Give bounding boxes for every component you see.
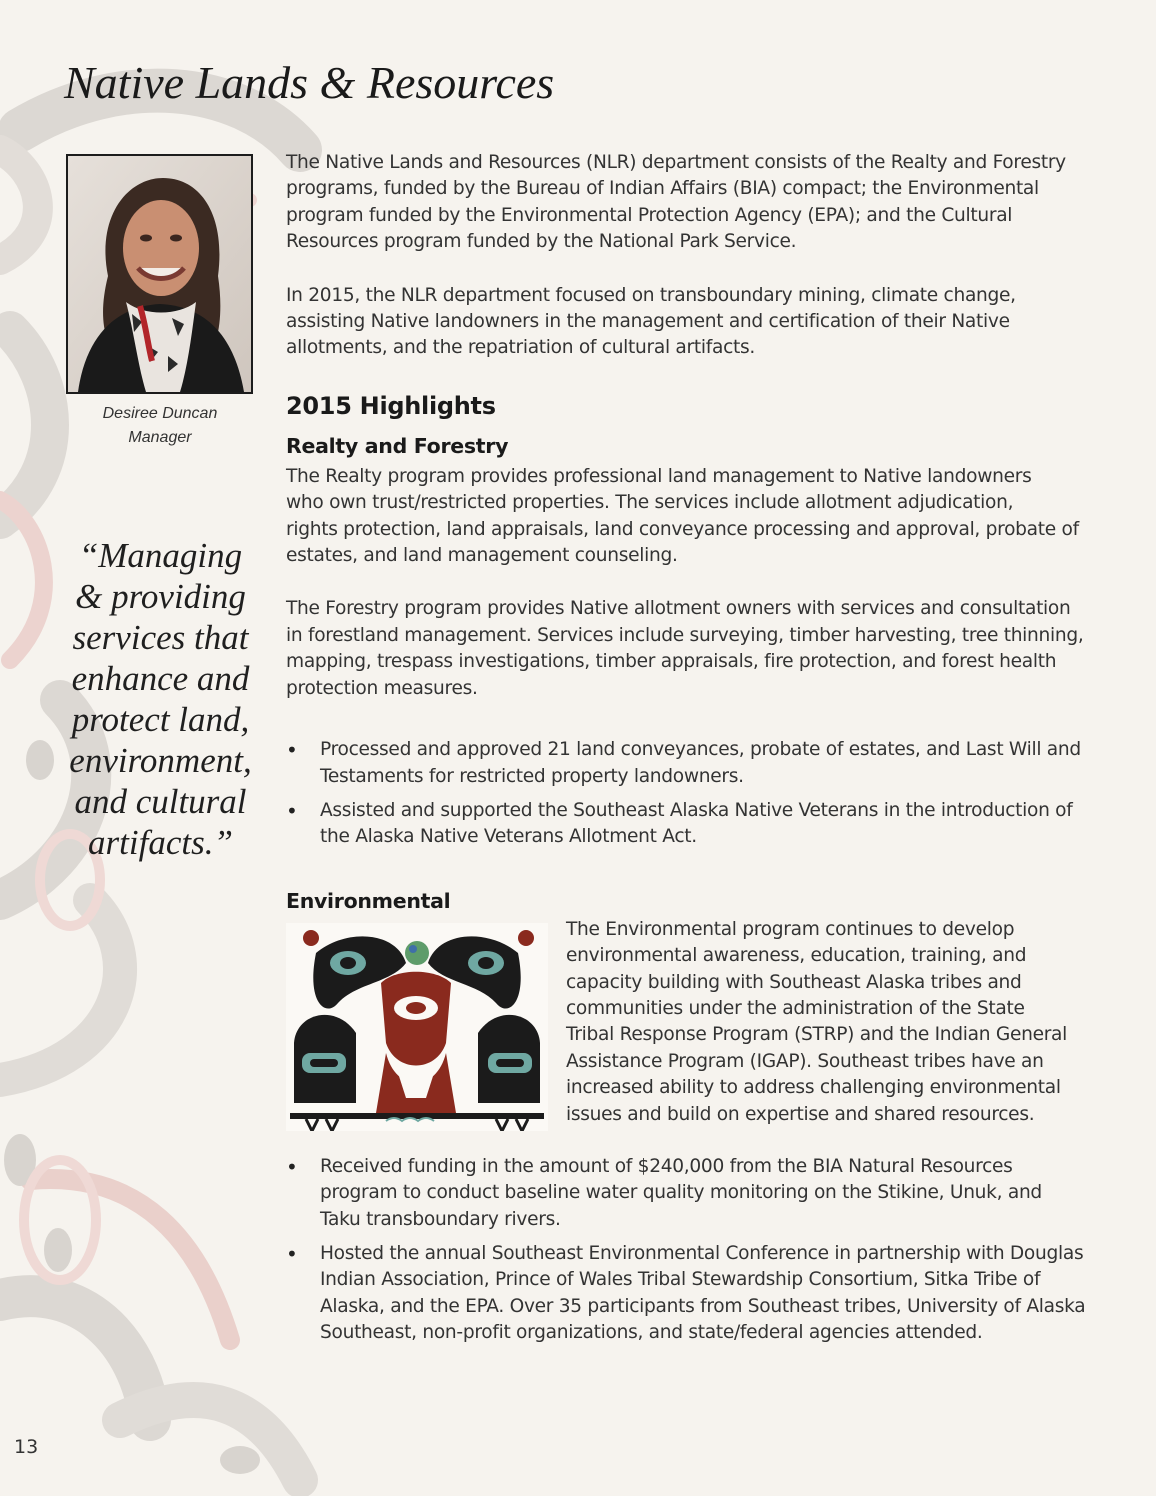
- text-line: protection measures.: [286, 677, 478, 699]
- text-line: Tribal Response Program (STRP) and the Indian General: [566, 1024, 1068, 1046]
- realty-bullet-list: [286, 737, 1086, 851]
- highlights-heading: 2015 Highlights: [286, 391, 496, 420]
- main-content: [286, 150, 1086, 1355]
- forestry-paragraph: [286, 596, 1086, 702]
- text-line: allotments, and the repatriation of cultural artifacts.: [286, 337, 755, 359]
- text-line: in forestland management. Services include surveying, timber harvesting, tree thinning,: [286, 624, 1084, 646]
- manager-portrait-photo: [66, 154, 253, 394]
- page-title: Native Lands & Resources: [64, 57, 555, 108]
- quote-line: services that: [72, 618, 249, 657]
- text-line: increased ability to address challenging environmental: [566, 1077, 1061, 1099]
- text-line: • Processed and approved 21 land conveyances, probate of estates, and Last Will and: [320, 739, 1081, 761]
- text-line: issues and build on expertise and shared resources.: [566, 1103, 1035, 1125]
- text-line: The Forestry program provides Native allotment owners with services and consultation: [286, 598, 1071, 620]
- text-line: In 2015, the NLR department focused on transboundary mining, climate change,: [286, 284, 1016, 306]
- text-line: Alaska, and the EPA. Over 35 participants from Southeast tribes, University of Alaska: [320, 1295, 1086, 1317]
- text-line: The Realty program provides professional land management to Native landowners: [286, 465, 1032, 487]
- text-line: • Assisted and supported the Southeast Alaska Native Veterans in the introduction of: [320, 799, 1073, 821]
- quote-line: & providing: [75, 577, 246, 616]
- intro-paragraph-2: [286, 283, 1086, 362]
- environmental-heading: Environmental: [286, 888, 451, 913]
- portrait-caption: [60, 402, 260, 450]
- realty-paragraph: [286, 464, 1086, 570]
- list-item: [286, 1241, 1086, 1347]
- realty-forestry-heading: Realty and Forestry: [286, 433, 509, 458]
- text-line: Resources program funded by the National Park Service.: [286, 231, 797, 253]
- quote-line: protect land,: [71, 700, 250, 739]
- text-line: who own trust/restricted properties. The services include allotment adjudication,: [286, 492, 1014, 514]
- text-line: environmental awareness, education, training, and: [566, 945, 1027, 967]
- text-line: capacity building with Southeast Alaska tribes and: [566, 971, 1022, 993]
- quote-line: “Managing: [78, 536, 243, 575]
- environmental-paragraph: [566, 917, 1067, 1128]
- caption-role: Manager: [128, 429, 192, 446]
- text-line: programs, funded by the Bureau of Indian Affairs (BIA) compact; the Environmental: [286, 178, 1039, 200]
- text-line: Assistance Program (IGAP). Southeast tribes have an: [566, 1050, 1044, 1072]
- quote-line: and cultural: [74, 782, 247, 821]
- text-line: rights protection, land appraisals, land conveyance processing and approval, probate of: [286, 518, 1079, 540]
- environmental-bullet-list: [286, 1154, 1086, 1347]
- quote-line: environment,: [69, 741, 252, 780]
- text-line: Taku transboundary rivers.: [320, 1208, 561, 1230]
- environmental-section: [286, 917, 1086, 1127]
- quote-line: artifacts.”: [88, 823, 233, 862]
- text-line: assisting Native landowners in the management and certification of their Native: [286, 311, 1010, 333]
- text-line: communities under the administration of the State: [566, 997, 1025, 1019]
- text-line: the Alaska Native Veterans Allotment Act.: [320, 826, 697, 848]
- list-item: [286, 798, 1086, 851]
- text-line: Southeast, non-profit organizations, and state/federal agencies attended.: [320, 1322, 983, 1344]
- portrait-illustration: [68, 156, 251, 392]
- text-line: program to conduct baseline water quality monitoring on the Stikine, Unuk, and: [320, 1182, 1042, 1204]
- intro-paragraph-1: [286, 150, 1086, 256]
- quote-line: enhance and: [71, 659, 250, 698]
- pull-quote: [58, 535, 263, 863]
- caption-name: Desiree Duncan: [102, 405, 218, 422]
- text-line: The Environmental program continues to develop: [566, 918, 1015, 940]
- list-item: [286, 737, 1086, 790]
- list-item: [286, 1154, 1086, 1233]
- text-line: program funded by the Environmental Protection Agency (EPA); and the Cultural: [286, 204, 1013, 226]
- formline-artwork: [286, 923, 548, 1131]
- text-line: Indian Association, Prince of Wales Tribal Stewardship Consortium, Sitka Tribe of: [320, 1269, 1041, 1291]
- text-line: • Hosted the annual Southeast Environmental Conference in partnership with Douglas: [320, 1242, 1084, 1264]
- text-line: • Received funding in the amount of $240,000 from the BIA Natural Resources: [320, 1155, 1013, 1177]
- page-number: 13: [14, 1436, 39, 1458]
- text-line: estates, and land management counseling.: [286, 545, 678, 567]
- text-line: Testaments for restricted property landowners.: [320, 765, 744, 787]
- text-line: The Native Lands and Resources (NLR) department consists of the Realty and Forestry: [286, 152, 1066, 173]
- text-line: mapping, trespass investigations, timber appraisals, fire protection, and forest health: [286, 651, 1057, 673]
